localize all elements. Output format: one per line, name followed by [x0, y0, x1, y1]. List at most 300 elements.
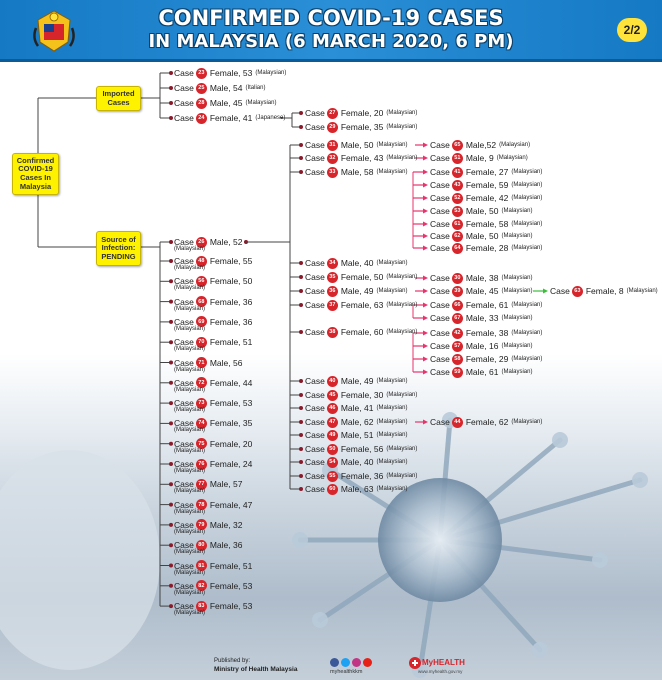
case-number-badge: 37 — [327, 300, 338, 311]
case-label: Case — [430, 341, 450, 351]
connector-dot — [299, 156, 303, 160]
case-59 — [430, 365, 532, 379]
case-label: Case — [430, 313, 450, 323]
case-nationality: (Malaysian) — [501, 208, 533, 214]
case-label: Case — [174, 98, 194, 108]
case-nationality: (Malaysian) — [386, 302, 418, 308]
case-nationality: (Malaysian) — [386, 155, 418, 161]
case-nationality: (Malaysian) — [174, 427, 206, 434]
case-description: Female, 60 — [340, 327, 384, 337]
case-label: Case — [430, 193, 450, 203]
case-label: Case — [174, 296, 194, 307]
case-number-badge: 30 — [452, 273, 463, 284]
case-80 — [174, 538, 243, 556]
case-58 — [430, 352, 542, 366]
arrow-38-3-head — [423, 370, 428, 375]
connector-dot — [299, 393, 303, 397]
connector-dot — [169, 421, 173, 425]
case-nationality: (Malaysian) — [174, 265, 206, 271]
case-nationality: (Malaysian) — [174, 508, 206, 515]
case-description: Female, 50 — [340, 272, 384, 282]
connector-dot — [299, 406, 303, 410]
case-83 — [174, 599, 253, 617]
connector-dot — [299, 330, 303, 334]
case-nationality: (Japanese) — [255, 115, 286, 121]
connector-dot — [299, 289, 303, 293]
case-nationality: (Malaysian) — [376, 419, 408, 425]
case-number-badge: 49 — [327, 430, 338, 441]
case-number-badge: 51 — [452, 153, 463, 164]
arrow-33-5-head — [423, 234, 428, 239]
case-nationality: (Malaysian) — [501, 315, 533, 321]
case-number-badge: 53 — [452, 206, 463, 217]
case-number-badge: 44 — [452, 417, 463, 428]
case-label: Case — [174, 580, 194, 591]
case-label: Case — [430, 354, 450, 364]
imported-cases-box: Imported Cases — [96, 86, 141, 111]
case-description: Female, 35 — [340, 122, 384, 132]
case-71 — [174, 356, 243, 373]
case-description: Female, 20 — [340, 108, 384, 118]
case-nationality: (Malaysian) — [501, 369, 533, 375]
case-number-badge: 45 — [327, 390, 338, 401]
case-description: Female, 41 — [209, 113, 253, 123]
case-69 — [174, 315, 253, 332]
case-nationality: (Malaysian) — [511, 356, 543, 362]
arrow-37-0-head — [423, 303, 428, 308]
case-label: Case — [430, 231, 450, 241]
case-description: Female, 47 — [209, 499, 253, 510]
case-number-badge: 70 — [196, 337, 207, 348]
connector-dot — [169, 462, 173, 466]
case-nationality: (Malaysian) — [245, 100, 277, 106]
myhealth-brand: MyHEALTH — [422, 658, 465, 667]
case-nationality: (Malaysian) — [511, 245, 543, 251]
case-number-badge: 48 — [196, 256, 207, 267]
case-description: Female, 63 — [340, 300, 384, 310]
case-67 — [430, 311, 532, 325]
case-description: Male, 32 — [209, 519, 243, 530]
case-38 — [305, 325, 417, 339]
case-nationality: (Malaysian) — [174, 447, 206, 454]
case-description: Female, 24 — [209, 459, 253, 469]
case-label: Case — [174, 83, 194, 93]
case-53 — [430, 204, 532, 218]
connector-dot — [299, 420, 303, 424]
page-number-badge: 2/2 — [617, 18, 647, 42]
case-79 — [174, 518, 243, 535]
case-description: Male, 63 — [340, 484, 374, 494]
case-description: Female, 55 — [209, 256, 253, 266]
case-description: Male, 51 — [340, 430, 374, 440]
case-47 — [305, 415, 407, 429]
case-label: Case — [174, 459, 194, 469]
connector-dot — [169, 320, 173, 324]
connector-dot — [299, 261, 303, 265]
case-40 — [305, 374, 407, 388]
case-description: Female, 44 — [209, 377, 253, 388]
connector-dot — [169, 543, 173, 547]
case-nationality: (Malaysian) — [255, 70, 287, 76]
case-number-badge: 40 — [327, 376, 338, 387]
case-number-badge: 27 — [327, 108, 338, 119]
case-label: Case — [174, 398, 194, 409]
case-nationality: (Malaysian) — [376, 288, 408, 294]
case-number-badge: 60 — [327, 484, 338, 495]
arrow-33-0-head — [423, 170, 428, 175]
case-64 — [430, 241, 542, 255]
connector-dot — [169, 361, 173, 365]
case-68 — [174, 295, 253, 312]
case-label: Case — [174, 237, 194, 247]
case-27 — [305, 106, 417, 120]
case-nationality: (Malaysian) — [376, 459, 408, 465]
case-description: Male, 56 — [209, 357, 243, 368]
case-57 — [430, 339, 532, 353]
case-description: Female, 53 — [209, 580, 253, 591]
pending-source-box: Source of Infection: PENDING — [96, 231, 141, 266]
case-nationality: (Malaysian) — [511, 330, 543, 336]
connector-dot — [169, 279, 173, 283]
case-nationality: (Malaysian) — [511, 169, 543, 175]
case-label: Case — [174, 113, 194, 123]
case-35 — [305, 270, 417, 284]
case-number-badge: 33 — [327, 167, 338, 178]
case-nationality: (Malaysian) — [174, 488, 206, 495]
case-description: Female, 62 — [465, 417, 509, 427]
case-30 — [430, 271, 532, 285]
case-number-badge: 31 — [327, 140, 338, 151]
case-description: Female, 38 — [465, 328, 509, 338]
case-description: Male, 57 — [209, 479, 243, 490]
page-subtitle: IN MALAYSIA (6 MARCH 2020, 6 PM) — [148, 31, 514, 52]
case-description: Male, 33 — [465, 313, 499, 323]
page-title: CONFIRMED COVID-19 CASES — [158, 6, 504, 30]
case-24 — [174, 111, 285, 125]
case-60 — [305, 482, 407, 496]
case-number-badge: 54 — [327, 457, 338, 468]
case-description: Female, 20 — [209, 438, 253, 449]
case-82 — [174, 579, 253, 596]
connector-dot — [169, 340, 173, 344]
case-31 — [305, 138, 407, 152]
case-number-badge: 78 — [196, 499, 207, 510]
case-number-badge: 74 — [196, 418, 207, 429]
case-number-badge: 55 — [327, 471, 338, 482]
facebook-icon[interactable] — [330, 658, 339, 667]
case-28 — [174, 96, 276, 110]
case-description: Female, 53 — [209, 68, 253, 78]
case-label: Case — [430, 167, 450, 177]
case-label: Case — [430, 243, 450, 253]
case-description: Male, 52 — [209, 237, 243, 247]
case-number-badge: 77 — [196, 479, 207, 490]
case-74 — [174, 416, 253, 434]
case-39 — [430, 284, 532, 298]
case-label: Case — [305, 167, 325, 177]
case-number-badge: 56 — [196, 276, 207, 287]
case-number-badge: 76 — [196, 459, 207, 470]
case-description: Female, 56 — [340, 444, 384, 454]
case-label: Case — [305, 300, 325, 310]
case-76 — [174, 457, 253, 474]
case-nationality: (Malaysian) — [499, 142, 531, 148]
case-56 — [174, 274, 253, 292]
case-nationality: (Malaysian) — [174, 589, 206, 596]
case-nationality: (Malaysian) — [174, 549, 206, 556]
connector-dot — [299, 447, 303, 451]
case-nationality: (Malaysian) — [174, 386, 206, 393]
case-number-badge: 75 — [196, 438, 207, 449]
case-nationality: (Malaysian) — [501, 275, 533, 281]
case-description: Male, 50 — [465, 206, 499, 216]
case-number-badge: 57 — [452, 341, 463, 352]
connector-dot — [169, 381, 173, 385]
case-nationality: (Malaysian) — [626, 288, 658, 294]
case-number-badge: 42 — [452, 328, 463, 339]
case-label: Case — [430, 206, 450, 216]
case-50 — [305, 442, 417, 456]
case-label: Case — [305, 258, 325, 268]
case-nationality: (Malaysian) — [376, 378, 408, 384]
connector-dot — [169, 300, 173, 304]
case-description: Female, 50 — [209, 276, 253, 287]
case-description: Male, 41 — [340, 403, 374, 413]
case-nationality: (Malaysian) — [386, 329, 418, 335]
case-description: Female, 51 — [209, 560, 253, 571]
case-description: Male, 38 — [465, 273, 499, 283]
connector-dot — [299, 170, 303, 174]
case-label: Case — [305, 484, 325, 494]
case-label: Case — [305, 153, 325, 163]
case-nationality: (Malaysian) — [511, 182, 543, 188]
case-nationality: (Malaysian) — [174, 305, 206, 312]
case-nationality: (Malaysian) — [174, 468, 206, 474]
case-description: Male, 40 — [340, 457, 374, 467]
case-label: Case — [430, 300, 450, 310]
case-number-badge: 43 — [452, 180, 463, 191]
case-label: Case — [305, 471, 325, 481]
case-49 — [305, 428, 407, 442]
arrow-33-6-head — [423, 246, 428, 251]
case-number-badge: 34 — [327, 258, 338, 269]
case-description: Female, 30 — [340, 390, 384, 400]
connector-dot — [169, 482, 173, 486]
case-nationality: (Malaysian) — [174, 366, 206, 373]
case-33 — [305, 165, 407, 179]
case-nationality: (Malaysian) — [511, 302, 543, 308]
case-label: Case — [305, 376, 325, 386]
case-number-badge: 46 — [327, 403, 338, 414]
case-73 — [174, 396, 253, 414]
case-label: Case — [305, 140, 325, 150]
connector-dot — [169, 259, 173, 263]
case-description: Male, 54 — [209, 83, 243, 93]
case-label: Case — [430, 328, 450, 338]
case-52 — [430, 191, 542, 205]
social-handle: myhealthkkm — [330, 669, 363, 675]
case-number-badge: 29 — [327, 122, 338, 133]
case-label: Case — [174, 377, 194, 388]
case-nationality: (Malaysian) — [376, 486, 408, 492]
case-number-badge: 47 — [327, 417, 338, 428]
case-nationality: (Malaysian) — [386, 124, 418, 130]
connector-dot — [299, 460, 303, 464]
case-nationality: (Malaysian) — [376, 432, 408, 438]
case-label: Case — [174, 418, 194, 429]
case-label: Case — [430, 286, 450, 296]
case-label: Case — [550, 286, 570, 296]
case-number-badge: 24 — [196, 113, 207, 124]
case-51 — [430, 151, 528, 165]
case-label: Case — [174, 560, 194, 571]
case-43 — [430, 178, 542, 192]
case-label: Case — [305, 108, 325, 118]
instagram-icon[interactable] — [352, 658, 361, 667]
connector-dot — [169, 604, 173, 608]
arrow-38-1-head — [423, 344, 428, 349]
case-nationality: (Malaysian) — [386, 473, 418, 479]
case-description: Female, 27 — [465, 167, 509, 177]
case-number-badge: 28 — [196, 98, 207, 109]
arrow-47-44-head — [423, 420, 428, 425]
arrow-39-63-head — [543, 289, 548, 294]
case-label: Case — [305, 457, 325, 467]
case-label: Case — [305, 417, 325, 427]
twitter-icon[interactable] — [341, 658, 350, 667]
case-number-badge: 61 — [452, 219, 463, 230]
case-number-badge: 72 — [196, 377, 207, 388]
connector-dot — [299, 433, 303, 437]
case-label: Case — [174, 256, 194, 266]
case-number-badge: 39 — [452, 286, 463, 297]
case-description: Male, 61 — [465, 367, 499, 377]
case-81 — [174, 559, 253, 576]
connector-dot — [299, 111, 303, 115]
connector-dot — [169, 116, 173, 120]
case-label: Case — [174, 276, 194, 287]
case-description: Female, 8 — [585, 286, 624, 296]
connector-dot — [169, 442, 173, 446]
case-number-badge: 68 — [196, 296, 207, 307]
arrow-35-30-head — [423, 276, 428, 281]
case-number-badge: 79 — [196, 519, 207, 530]
case-48 — [174, 254, 253, 271]
connector-dot — [299, 125, 303, 129]
case-label: Case — [305, 286, 325, 296]
case-number-badge: 59 — [452, 367, 463, 378]
root-box: Confirmed COVID-19 Cases In Malaysia — [12, 153, 59, 195]
case-63 — [550, 284, 658, 298]
case-nationality: (Malaysian) — [174, 246, 206, 252]
case-label: Case — [174, 479, 194, 490]
case-72 — [174, 376, 253, 393]
case-nationality: (Malaysian) — [174, 528, 206, 535]
arrow-33-3-head — [423, 209, 428, 214]
case-label: Case — [174, 499, 194, 510]
case-number-badge: 52 — [452, 193, 463, 204]
case-description: Male, 58 — [340, 167, 374, 177]
connector-dot — [169, 503, 173, 507]
case-description: Male, 16 — [465, 341, 499, 351]
case-label: Case — [174, 540, 194, 551]
arrow-32-51-head — [423, 156, 428, 161]
case-75 — [174, 437, 253, 454]
published-by-label: Published by: — [214, 658, 251, 664]
case-number-badge: 26 — [196, 237, 207, 248]
case-nationality: (Malaysian) — [386, 446, 418, 452]
case-label: Case — [430, 219, 450, 229]
case-number-badge: 71 — [196, 357, 207, 368]
case-description: Male, 9 — [465, 153, 494, 163]
case-66 — [430, 298, 542, 312]
case-32 — [305, 151, 417, 165]
case-description: Male, 50 — [340, 140, 374, 150]
connector-dot — [169, 523, 173, 527]
case-nationality: (Malaysian) — [501, 288, 533, 294]
case-description: Female, 58 — [465, 219, 509, 229]
case-46 — [305, 401, 407, 415]
case-nationality: (Malaysian) — [376, 260, 408, 266]
case-description: Male, 49 — [340, 286, 374, 296]
case-nationality: (Malaysian) — [174, 346, 206, 353]
case-number-badge: 25 — [196, 83, 207, 94]
case-label: Case — [430, 417, 450, 427]
case-nationality: (Malaysian) — [376, 169, 408, 175]
connector-dot — [169, 584, 173, 588]
arrow-38-2-head — [423, 357, 428, 362]
case-label: Case — [305, 122, 325, 132]
case-number-badge: 62 — [452, 231, 463, 242]
case-label: Case — [430, 180, 450, 190]
case-23 — [174, 66, 286, 80]
case-description: Male, 50 — [465, 231, 499, 241]
case-number-badge: 64 — [452, 243, 463, 254]
case-number-badge: 81 — [196, 560, 207, 571]
youtube-icon[interactable] — [363, 658, 372, 667]
case-44 — [430, 415, 542, 429]
case-label: Case — [305, 390, 325, 400]
case-45 — [305, 388, 417, 402]
case-description: Female, 51 — [209, 337, 253, 348]
case-nationality: (Malaysian) — [511, 419, 543, 425]
case-description: Female, 36 — [340, 471, 384, 481]
case-label: Case — [430, 367, 450, 377]
case-label: Case — [174, 357, 194, 368]
case-29 — [305, 120, 417, 134]
connector-dot — [169, 240, 173, 244]
case-description: Female, 53 — [209, 601, 253, 612]
case-number-badge: 63 — [572, 286, 583, 297]
case-nationality: (Malaysian) — [174, 610, 206, 617]
arrow-31-65-head — [423, 143, 428, 148]
arrow-36-39-head — [423, 289, 428, 294]
case-description: Female, 36 — [209, 296, 253, 307]
case-label: Case — [430, 153, 450, 163]
case-label: Case — [305, 403, 325, 413]
arrow-33-1-head — [423, 183, 428, 188]
arrow-33-4-head — [423, 222, 428, 227]
case-number-badge: 67 — [452, 313, 463, 324]
case-number-badge: 65 — [452, 140, 463, 151]
case-description: Male, 36 — [209, 540, 243, 551]
publisher-name: Ministry of Health Malaysia — [214, 666, 298, 673]
arrow-38-0-head — [423, 331, 428, 336]
case-description: Female, 36 — [209, 316, 253, 327]
case-number-badge: 23 — [196, 68, 207, 79]
connector-dot — [169, 564, 173, 568]
case-nationality: (Italian) — [245, 85, 266, 91]
